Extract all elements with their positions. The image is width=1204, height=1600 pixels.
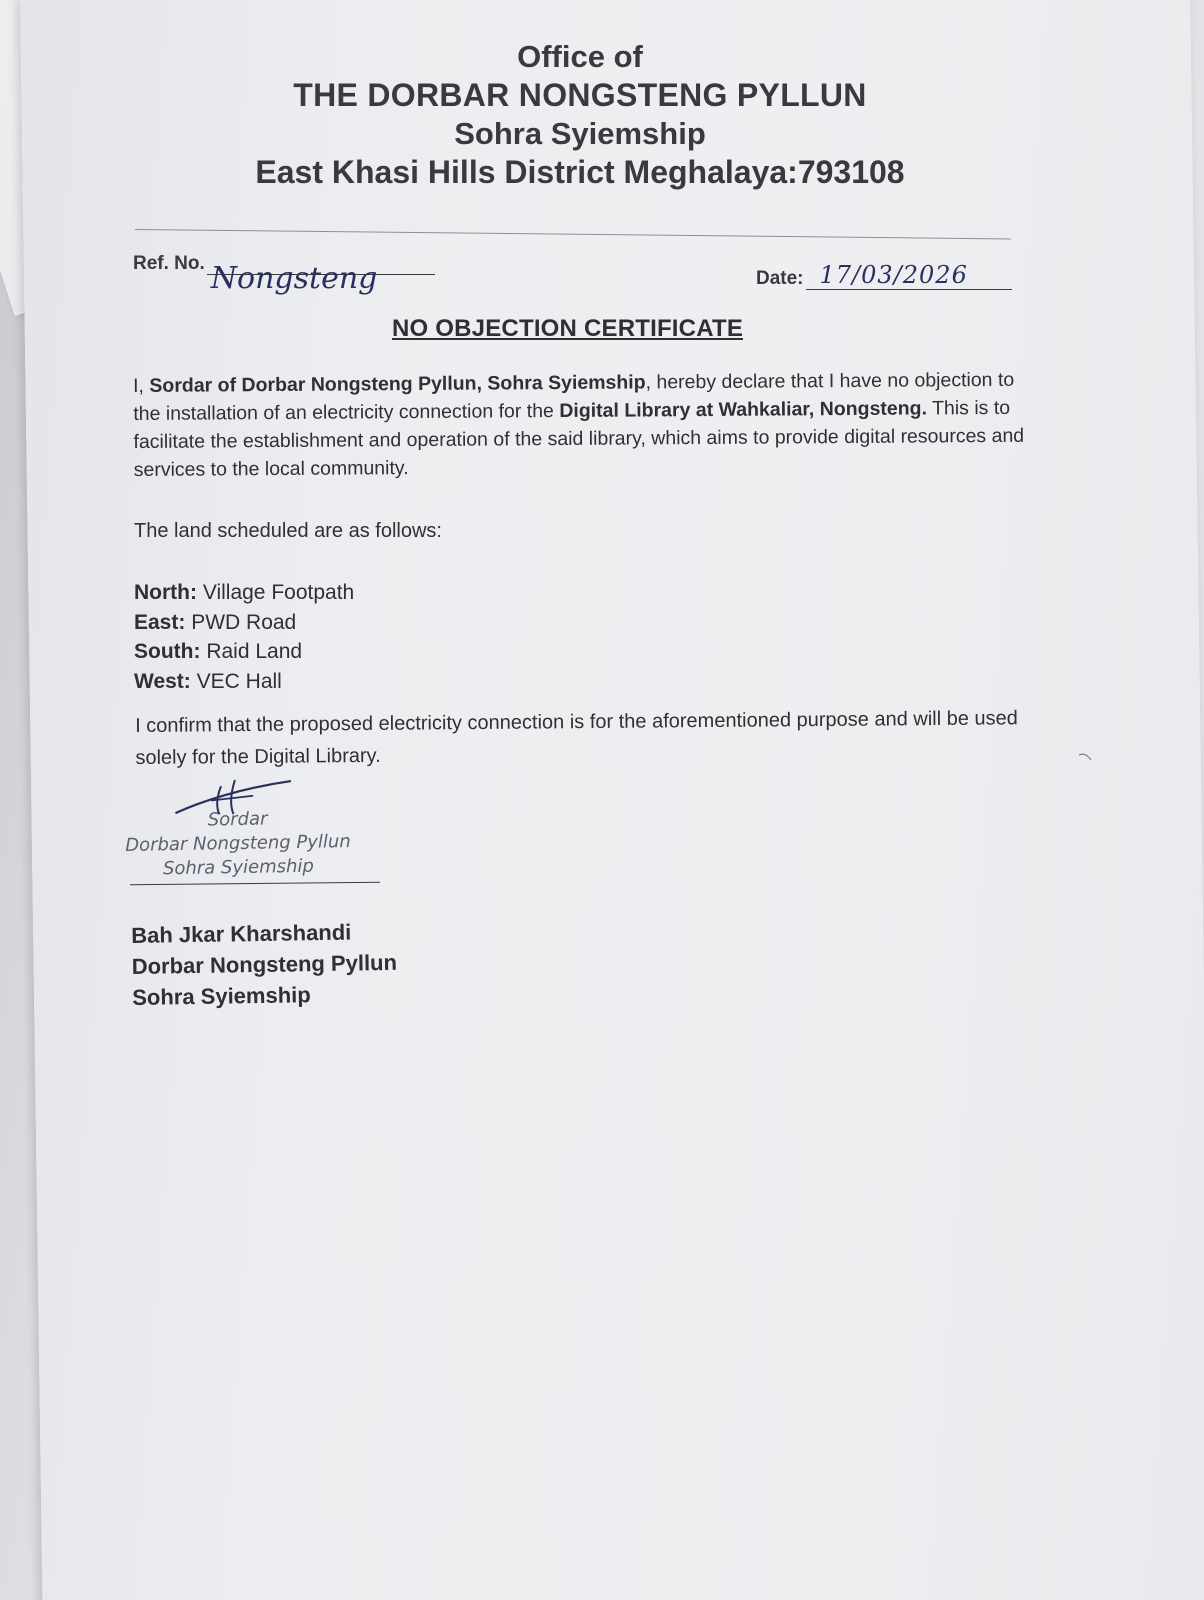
land-value: PWD Road: [191, 610, 297, 634]
land-row-west: [134, 667, 354, 697]
land-row-south: [134, 637, 354, 667]
land-value: Village Footpath: [202, 581, 355, 604]
date-label: Date:: [756, 268, 804, 289]
date-field: [756, 262, 1012, 290]
land-schedule: [134, 578, 354, 696]
declaration-paragraph: [133, 366, 1034, 484]
date-blank: [806, 262, 1012, 290]
para-bold-declarant: Sordar of Dorbar Nongsteng Pyllun, Sohra Syiemship: [149, 371, 646, 397]
signatory-block: [131, 916, 398, 1013]
para-text-1: I,: [133, 374, 150, 397]
official-stamp: [117, 806, 358, 882]
ref-number: [133, 245, 435, 296]
land-value: Raid Land: [206, 640, 303, 663]
header-organization: THE DORBAR NONGSTENG PYLLUN: [293, 76, 867, 113]
land-row-north: [134, 578, 354, 608]
para-text-2: , hereby declare that I have no objection to the installation of an electricity connection for the: [133, 368, 1015, 425]
signer-name: Bah Jkar Kharshandi: [131, 919, 352, 948]
signer-place: Sohra Syiemship: [132, 982, 311, 1010]
signer-org: Dorbar Nongsteng Pyllun: [131, 949, 398, 979]
pen-mark: [1078, 752, 1092, 762]
land-row-east: [134, 608, 354, 638]
letterhead: [200, 38, 960, 192]
signature-mark: [173, 777, 294, 819]
land-value: VEC Hall: [196, 669, 282, 693]
para-bold-library: Digital Library at Wahkaliar, Nongsteng.: [559, 397, 928, 423]
stamp-line-3: Sohra Syiemship: [162, 855, 315, 880]
header-divider: [135, 229, 1011, 239]
land-intro: The land scheduled are as follows:: [134, 520, 442, 542]
land-dir: East:: [134, 610, 186, 634]
para-text-3: This is to facilitate the establishment and operation of the said library, which aims to provide digital resources and services to the local community.: [133, 396, 1025, 481]
ref-label: Ref. No.: [133, 253, 205, 274]
stamp-line-1: Sordar: [207, 808, 268, 831]
ref-blank: [207, 245, 435, 296]
stamp-line-2: Dorbar Nongsteng Pyllun: [125, 831, 351, 856]
land-dir: West:: [134, 669, 191, 693]
header-syiemship: Sohra Syiemship: [454, 115, 706, 151]
signature-line: [130, 882, 380, 886]
land-dir: North:: [134, 581, 197, 604]
land-dir: South:: [134, 640, 201, 663]
confirmation-paragraph: I confirm that the proposed electricity connection is for the aforementioned purpose and will be used solely for the Digital Library.: [135, 707, 1018, 769]
header-district: East Khasi Hills District Meghalaya:793108: [255, 153, 905, 190]
header-office-of: Office of: [517, 39, 643, 74]
certificate-title: NO OBJECTION CERTIFICATE: [392, 315, 744, 342]
date-handwritten: 17/03/2026: [819, 261, 968, 289]
ref-handwritten: Nongsteng: [210, 261, 378, 296]
